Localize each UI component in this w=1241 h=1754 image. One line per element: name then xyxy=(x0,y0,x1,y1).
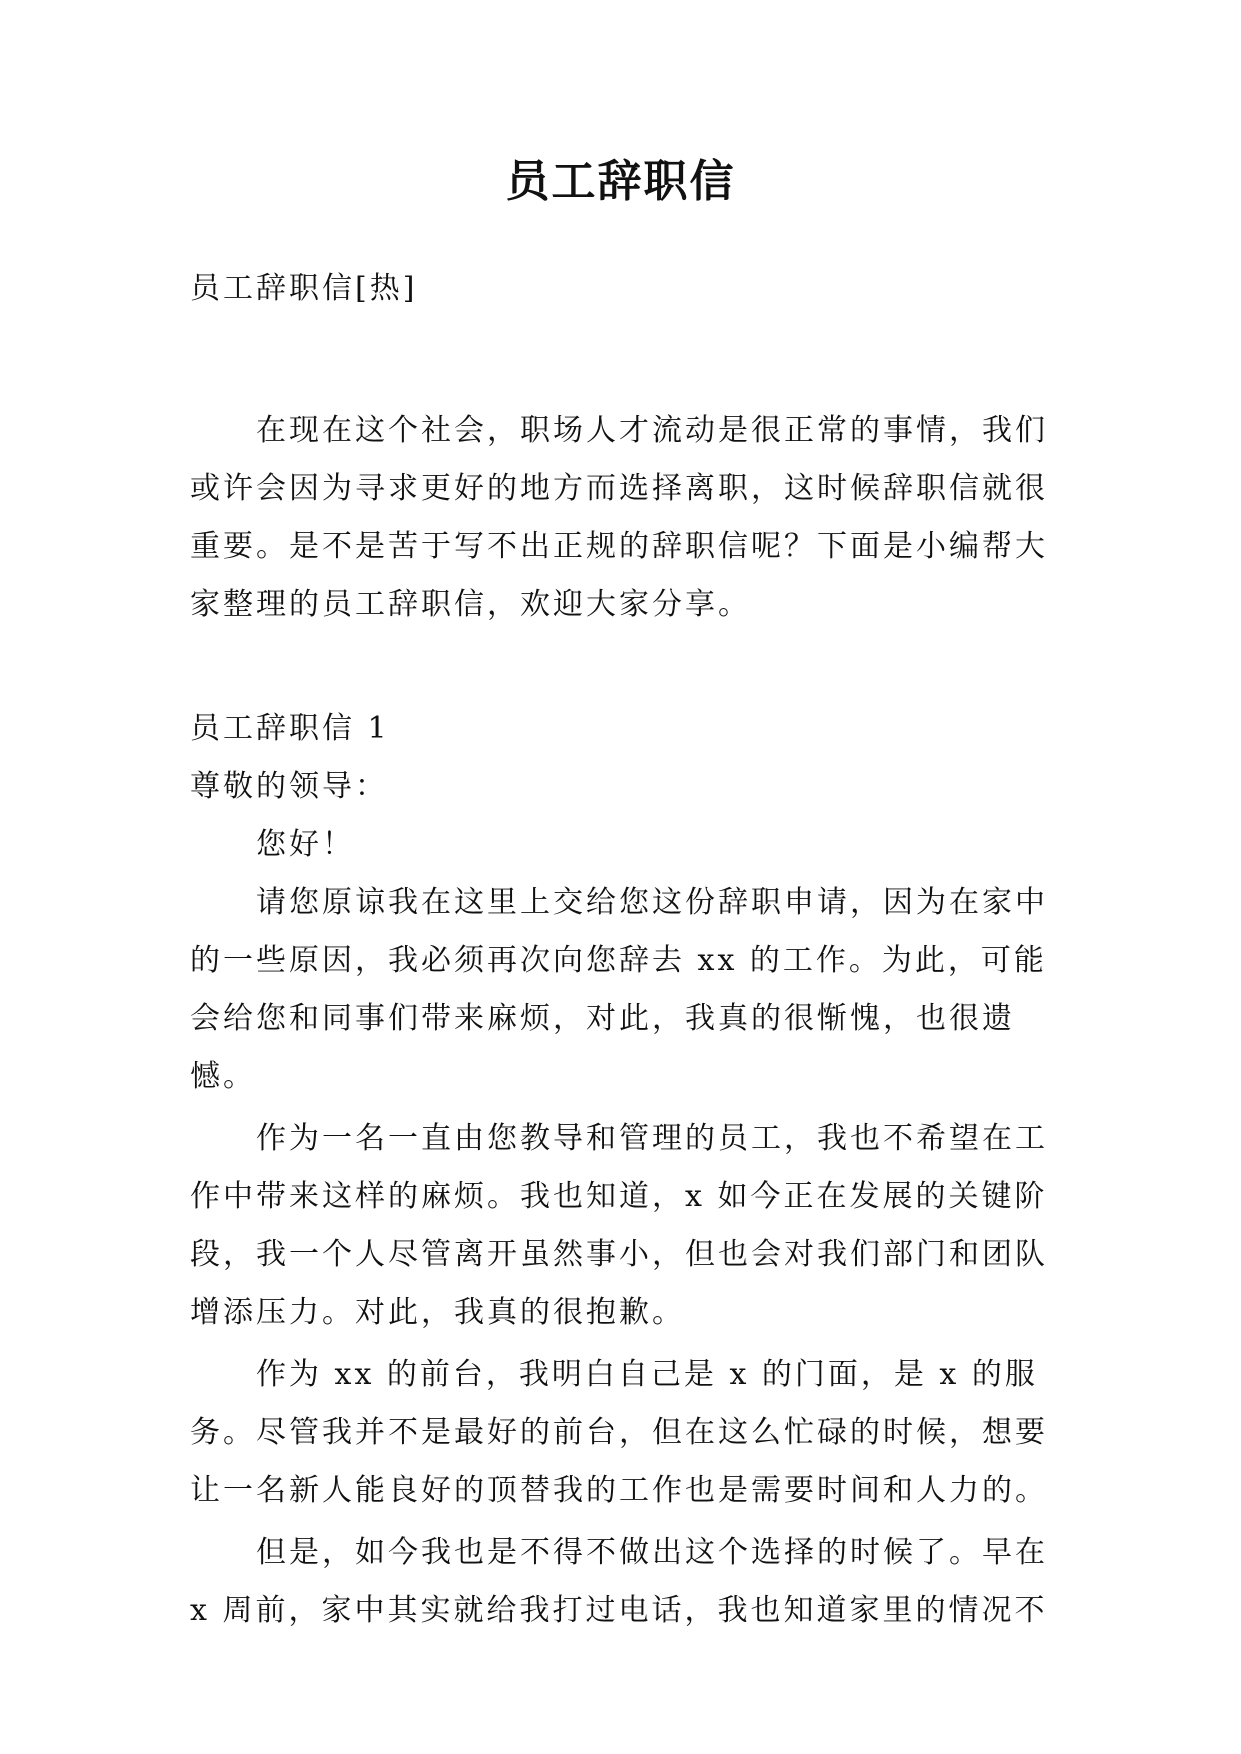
document-title: 员工辞职信 xyxy=(505,156,736,207)
letter-paragraph: 作为一名一直由您教导和管理的员工，我也不希望在工作中带来这样的麻烦。我也知道，x 如今正在发展的关键阶段，我一个人尽管离开虽然事小，但也会对我们部门和团队增添压力。对此，我真的很抱歉。 xyxy=(190,1121,1048,1330)
letter-paragraph: 作为 xx 的前台，我明白自己是 x 的门面，是 x 的服务。尽管我并不是最好的前台，但在这么忙碌的时候，想要让一名新人能良好的顶替我的工作也是需要时间和人力的。 xyxy=(190,1357,1048,1508)
letter-salutation: 尊敬的领导： xyxy=(190,769,388,804)
letter-paragraph: 但是，如今我也是不得不做出这个选择的时候了。早在 x 周前，家中其实就给我打过电话，我也知道家里的情况不 xyxy=(190,1535,1048,1628)
letter-paragraph: 请您原谅我在这里上交给您这份辞职申请，因为在家中的一些原因，我必须再次向您辞去 xx 的工作。为此，可能会给您和同事们带来麻烦，对此，我真的很惭愧，也很遗憾。 xyxy=(190,885,1048,1094)
letter-body xyxy=(190,700,1060,1640)
letter-heading: 员工辞职信 1 xyxy=(190,711,390,746)
intro-paragraph: 在现在这个社会，职场人才流动是很正常的事情，我们或许会因为寻求更好的地方而选择离职，这时候辞职信就很重要。是不是苦于写不出正规的辞职信呢？下面是小编帮大家整理的员工辞职信，欢迎大家分享。 xyxy=(190,413,1048,622)
letter-greeting: 您好！ xyxy=(256,827,355,862)
document-subtitle: 员工辞职信[热] xyxy=(190,271,418,306)
